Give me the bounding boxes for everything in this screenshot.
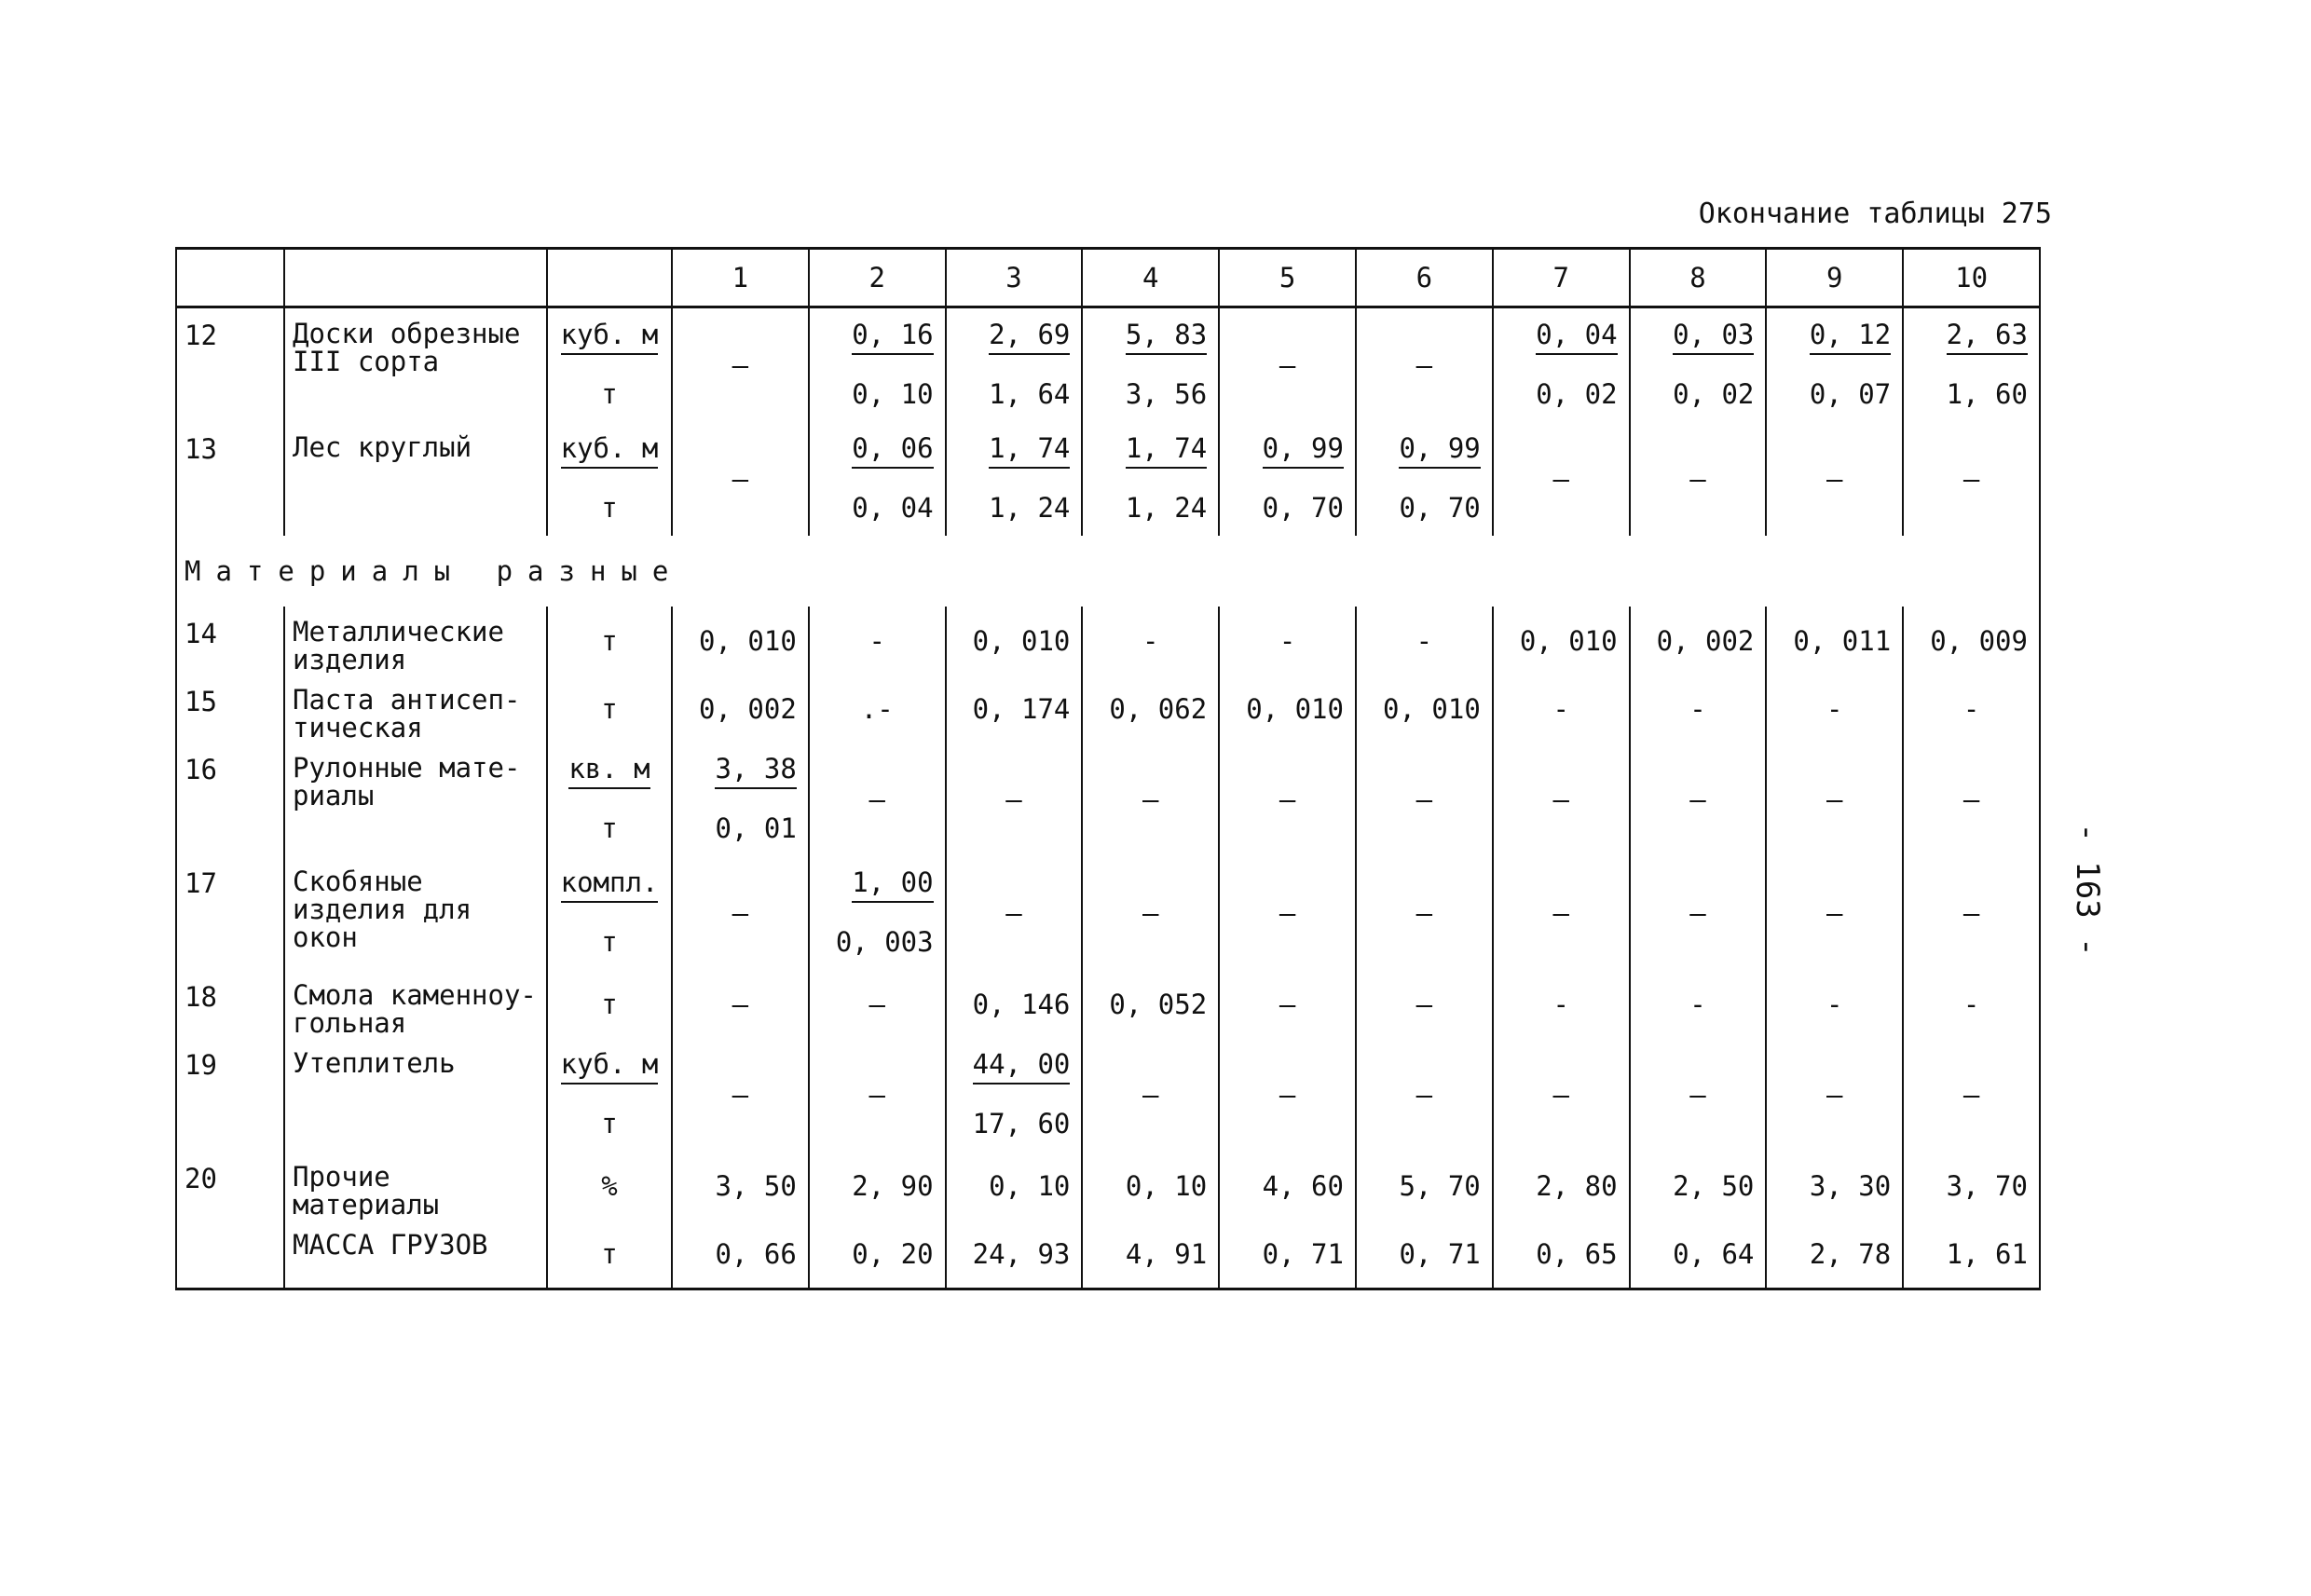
value-cell: 0, 052 xyxy=(1082,970,1219,1038)
column-header: 2 xyxy=(809,249,946,307)
unit-label: куб. м xyxy=(561,319,659,355)
value-cell: – xyxy=(1219,856,1356,970)
value-cell: 2, 78 xyxy=(1766,1220,1903,1289)
value-bottom: 0, 02 xyxy=(1630,365,1767,422)
value-cell: - xyxy=(809,607,946,675)
unit-label: компл. xyxy=(561,866,659,903)
value-cell: 2, 90 xyxy=(809,1152,946,1220)
value-cell: 0, 010 xyxy=(946,607,1083,675)
value-cell: 0, 174 xyxy=(946,675,1083,743)
value-top: 0, 03 xyxy=(1673,319,1754,355)
unit-label: кв. м xyxy=(568,753,650,789)
value-cell: 0, 010 xyxy=(1219,675,1356,743)
value-cell: .- xyxy=(809,675,946,743)
value-top: 1, 74 xyxy=(989,432,1070,469)
table-row xyxy=(176,607,2040,675)
unit-cell: т xyxy=(547,675,672,743)
value-cell: 0, 002 xyxy=(1630,607,1767,675)
value-cell: – xyxy=(1493,422,1630,536)
value-cell: 0, 010 xyxy=(672,607,809,675)
value-cell: – xyxy=(1630,1038,1767,1152)
value-cell: - xyxy=(1630,970,1767,1038)
value-cell: – xyxy=(672,856,809,970)
value-bottom: 1, 24 xyxy=(1082,479,1219,536)
column-header xyxy=(284,249,547,307)
value-cell: 2, 50 xyxy=(1630,1152,1767,1220)
row-name: Лес круглый xyxy=(284,422,547,536)
unit-cell: т xyxy=(547,913,672,970)
value-cell: 0, 71 xyxy=(1356,1220,1493,1289)
value-cell: – xyxy=(1493,743,1630,856)
value-cell: 24, 93 xyxy=(946,1220,1083,1289)
header-row xyxy=(176,249,2040,307)
value-cell xyxy=(1903,307,2040,366)
value-cell: – xyxy=(946,856,1083,970)
value-cell: – xyxy=(672,970,809,1038)
value-top: 1, 00 xyxy=(852,866,933,903)
row-number: 14 xyxy=(176,607,284,675)
table-row xyxy=(176,1152,2040,1220)
value-cell: 2, 80 xyxy=(1493,1152,1630,1220)
row-name: Металлические изделия xyxy=(284,607,547,675)
row-name: МАССА ГРУЗОВ xyxy=(284,1220,547,1289)
column-header: 7 xyxy=(1493,249,1630,307)
value-cell: 3, 30 xyxy=(1766,1152,1903,1220)
value-cell xyxy=(1356,422,1493,479)
table-row xyxy=(176,743,2040,799)
value-cell: - xyxy=(1903,970,2040,1038)
unit-cell xyxy=(547,1038,672,1095)
value-cell: 0, 64 xyxy=(1630,1220,1767,1289)
value-cell: – xyxy=(1766,856,1903,970)
value-cell xyxy=(1082,422,1219,479)
value-cell xyxy=(1082,307,1219,366)
unit-cell xyxy=(547,307,672,366)
value-cell: – xyxy=(1356,743,1493,856)
table-row xyxy=(176,970,2040,1038)
value-cell: – xyxy=(1766,422,1903,536)
value-top: 0, 06 xyxy=(852,432,933,469)
table-row xyxy=(176,856,2040,913)
value-top: 1, 74 xyxy=(1126,432,1207,469)
value-bottom: 1, 24 xyxy=(946,479,1083,536)
value-cell: – xyxy=(1356,970,1493,1038)
column-header: 5 xyxy=(1219,249,1356,307)
row-number: 15 xyxy=(176,675,284,743)
value-cell: – xyxy=(1903,743,2040,856)
value-cell: – xyxy=(809,970,946,1038)
value-cell: – xyxy=(1630,856,1767,970)
value-cell: – xyxy=(1766,1038,1903,1152)
value-cell xyxy=(946,422,1083,479)
value-cell xyxy=(1219,422,1356,479)
row-number: 16 xyxy=(176,743,284,856)
row-number: 18 xyxy=(176,970,284,1038)
table-row xyxy=(176,422,2040,479)
section-row xyxy=(176,536,2040,607)
value-cell xyxy=(1766,307,1903,366)
value-cell: 4, 91 xyxy=(1082,1220,1219,1289)
value-top: 44, 00 xyxy=(973,1048,1071,1084)
value-cell: 0, 10 xyxy=(1082,1152,1219,1220)
value-top: 0, 16 xyxy=(852,319,933,355)
section-title: Материалы разные xyxy=(176,536,2040,607)
table-row xyxy=(176,307,2040,366)
value-cell xyxy=(946,1038,1083,1095)
table-caption: Окончание таблицы 275 xyxy=(1698,198,2052,230)
value-cell: – xyxy=(809,1038,946,1152)
column-header: 3 xyxy=(946,249,1083,307)
unit-cell: т xyxy=(547,607,672,675)
value-cell: – xyxy=(1219,307,1356,423)
value-bottom: 1, 64 xyxy=(946,365,1083,422)
value-cell: 0, 002 xyxy=(672,675,809,743)
unit-cell: % xyxy=(547,1152,672,1220)
table-row xyxy=(176,1220,2040,1289)
value-bottom: 0, 07 xyxy=(1766,365,1903,422)
value-cell: - xyxy=(1493,970,1630,1038)
row-name: Утеплитель xyxy=(284,1038,547,1152)
unit-cell: т xyxy=(547,365,672,422)
value-cell: - xyxy=(1766,970,1903,1038)
value-cell xyxy=(946,307,1083,366)
row-name: Доски обрезные III сорта xyxy=(284,307,547,423)
value-top: 2, 69 xyxy=(989,319,1070,355)
value-cell: 0, 010 xyxy=(1493,607,1630,675)
row-name: Прочие материалы xyxy=(284,1152,547,1220)
row-name: Смола каменноу- гольная xyxy=(284,970,547,1038)
value-bottom: 3, 56 xyxy=(1082,365,1219,422)
table-row xyxy=(176,1038,2040,1095)
unit-cell xyxy=(547,422,672,479)
value-top: 3, 38 xyxy=(715,753,796,789)
row-name: Скобяные изделия для окон xyxy=(284,856,547,970)
value-cell: – xyxy=(809,743,946,856)
value-cell: 0, 65 xyxy=(1493,1220,1630,1289)
value-cell: 0, 20 xyxy=(809,1220,946,1289)
value-cell: – xyxy=(1630,743,1767,856)
value-cell: - xyxy=(1903,675,2040,743)
value-cell xyxy=(809,307,946,366)
value-cell: 0, 010 xyxy=(1356,675,1493,743)
value-cell: – xyxy=(672,422,809,536)
value-bottom: 0, 02 xyxy=(1493,365,1630,422)
value-cell: 3, 50 xyxy=(672,1152,809,1220)
value-cell: - xyxy=(1630,675,1767,743)
value-top: 2, 63 xyxy=(1947,319,2028,355)
value-cell: - xyxy=(1766,675,1903,743)
unit-cell: т xyxy=(547,970,672,1038)
value-cell xyxy=(809,422,946,479)
value-cell: - xyxy=(1219,607,1356,675)
value-cell: – xyxy=(1493,856,1630,970)
value-cell: 5, 70 xyxy=(1356,1152,1493,1220)
value-bottom: 0, 10 xyxy=(809,365,946,422)
value-cell: – xyxy=(1219,1038,1356,1152)
value-top: 0, 99 xyxy=(1399,432,1480,469)
column-header: 4 xyxy=(1082,249,1219,307)
table-row xyxy=(176,675,2040,743)
value-cell xyxy=(1493,307,1630,366)
value-cell: – xyxy=(1356,1038,1493,1152)
row-name: Рулонные мате- риалы xyxy=(284,743,547,856)
value-cell: 1, 61 xyxy=(1903,1220,2040,1289)
value-bottom: 0, 70 xyxy=(1356,479,1493,536)
unit-cell: т xyxy=(547,1220,672,1289)
value-cell: – xyxy=(672,307,809,423)
unit-label: куб. м xyxy=(561,1048,659,1084)
materials-table xyxy=(175,247,2041,1290)
value-cell: – xyxy=(1630,422,1767,536)
row-name: Паста антисеп- тическая xyxy=(284,675,547,743)
value-cell: – xyxy=(1766,743,1903,856)
value-cell: – xyxy=(1903,1038,2040,1152)
column-header xyxy=(547,249,672,307)
value-cell: – xyxy=(1903,422,2040,536)
value-cell: 0, 71 xyxy=(1219,1220,1356,1289)
value-cell: – xyxy=(1082,743,1219,856)
value-cell: – xyxy=(946,743,1083,856)
row-number: 17 xyxy=(176,856,284,970)
row-number: 20 xyxy=(176,1152,284,1220)
row-number: 13 xyxy=(176,422,284,536)
value-cell: 0, 009 xyxy=(1903,607,2040,675)
row-number: 12 xyxy=(176,307,284,423)
unit-cell xyxy=(547,856,672,913)
value-cell: – xyxy=(1219,970,1356,1038)
column-header xyxy=(176,249,284,307)
value-bottom: 0, 70 xyxy=(1219,479,1356,536)
value-cell: – xyxy=(672,1038,809,1152)
value-bottom: 0, 04 xyxy=(809,479,946,536)
value-bottom: 1, 60 xyxy=(1903,365,2040,422)
value-cell: - xyxy=(1493,675,1630,743)
value-top: 0, 99 xyxy=(1263,432,1344,469)
value-bottom: 0, 01 xyxy=(672,799,809,856)
value-cell: - xyxy=(1356,607,1493,675)
value-cell: – xyxy=(1219,743,1356,856)
value-cell: 0, 10 xyxy=(946,1152,1083,1220)
value-cell: - xyxy=(1082,607,1219,675)
value-cell xyxy=(809,856,946,913)
page-number: - 163 - xyxy=(2069,823,2106,957)
value-cell: 3, 70 xyxy=(1903,1152,2040,1220)
value-cell: 0, 66 xyxy=(672,1220,809,1289)
value-top: 5, 83 xyxy=(1126,319,1207,355)
unit-cell: т xyxy=(547,479,672,536)
column-header: 10 xyxy=(1903,249,2040,307)
value-cell: – xyxy=(1082,1038,1219,1152)
value-cell: 0, 146 xyxy=(946,970,1083,1038)
value-cell: 4, 60 xyxy=(1219,1152,1356,1220)
value-cell: – xyxy=(1356,856,1493,970)
value-cell: – xyxy=(1356,307,1493,423)
row-number: 19 xyxy=(176,1038,284,1152)
unit-cell: т xyxy=(547,1095,672,1152)
value-cell: – xyxy=(1082,856,1219,970)
column-header: 8 xyxy=(1630,249,1767,307)
value-top: 0, 12 xyxy=(1810,319,1891,355)
column-header: 6 xyxy=(1356,249,1493,307)
value-cell: 0, 011 xyxy=(1766,607,1903,675)
value-cell xyxy=(1630,307,1767,366)
value-cell: 0, 062 xyxy=(1082,675,1219,743)
value-cell: – xyxy=(1903,856,2040,970)
row-number xyxy=(176,1220,284,1289)
unit-label: куб. м xyxy=(561,432,659,469)
value-bottom: 17, 60 xyxy=(946,1095,1083,1152)
value-top: 0, 04 xyxy=(1536,319,1617,355)
value-cell: – xyxy=(1493,1038,1630,1152)
column-header: 9 xyxy=(1766,249,1903,307)
column-header: 1 xyxy=(672,249,809,307)
unit-cell xyxy=(547,743,672,799)
unit-cell: т xyxy=(547,799,672,856)
value-cell xyxy=(672,743,809,799)
value-bottom: 0, 003 xyxy=(809,913,946,970)
